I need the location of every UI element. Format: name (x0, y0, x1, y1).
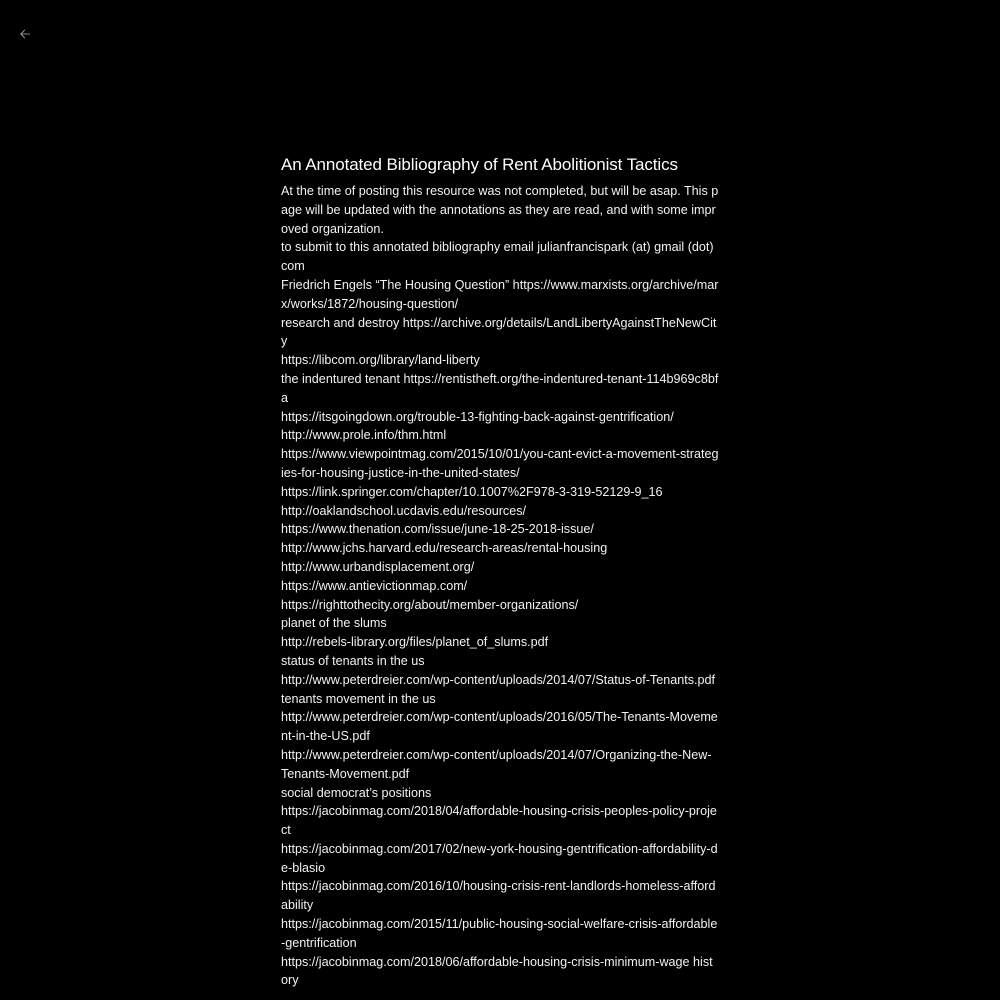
bibliography-link[interactable]: https://libcom.org/library/land-liberty (281, 353, 480, 368)
bibliography-link[interactable]: http://www.urbandisplacement.org/ (281, 559, 475, 574)
bibliography-link[interactable]: https://jacobinmag.com/2015/11/public-housing-social-welfare-crisis-affordable-gentrification (281, 917, 718, 950)
bibliography-text: research and destroy https://archive.org/details/LandLibertyAgainstTheNewCity (281, 315, 717, 349)
bibliography-link[interactable]: https://www.thenation.com/issue/june-18-25-2018-issue/ (281, 522, 594, 537)
bibliography-text: tenants movement in the us (281, 691, 436, 706)
bibliography-link[interactable]: http://www.peterdreier.com/wp-content/uploads/2016/05/The-Tenants-Movement-in-the-US.pdf (281, 710, 718, 744)
article (281, 152, 719, 990)
bibliography-link[interactable]: https://itsgoingdown.org/trouble-13-fighting-back-against-gentrification/ (281, 409, 674, 424)
bibliography-text: planet of the slums (281, 616, 387, 631)
bibliography-link[interactable]: http://rebels-library.org/files/planet_of_slums.pdf (281, 635, 549, 650)
bibliography-link[interactable]: https://www.antievictionmap.com/ (281, 578, 468, 593)
bibliography-link[interactable]: https://righttothecity.org/about/member-organizations/ (281, 597, 579, 612)
bibliography-link[interactable]: https://jacobinmag.com/2017/02/new-york-housing-gentrification-affordability-de-blasio (281, 841, 718, 875)
bibliography-text: status of tenants in the us (281, 653, 425, 668)
bibliography-text: At the time of posting this resource was not completed, but will be asap. This page will be updated with the annotations as they are read, and with some improved organization. (281, 184, 719, 236)
bibliography-text: to submit to this annotated bibliography email julianfrancispark (at) gmail (dot) com (281, 240, 714, 274)
bibliography-link[interactable]: https://jacobinmag.com/2016/10/housing-crisis-rent-landlords-homeless-affordability (281, 879, 716, 913)
bibliography-link[interactable]: http://oaklandschool.ucdavis.edu/resources/ (281, 503, 527, 518)
bibliography-link[interactable]: https://jacobinmag.com/2018/06/affordable-housing-crisis-minimum-wage history (281, 954, 713, 988)
article-title: An Annotated Bibliography of Rent Abolitionist Tactics (281, 155, 678, 174)
bibliography-text: Friedrich Engels “The Housing Question” https://www.marxists.org/archive/marx/works/1872/housing-question/ (281, 277, 719, 311)
bibliography-link[interactable]: http://www.peterdreier.com/wp-content/uploads/2014/07/Organizing-the-New-Tenants-Movement.pdf (281, 747, 712, 781)
bibliography-text: social democrat’s positions (281, 785, 432, 800)
bibliography-link[interactable]: http://www.prole.info/thm.html (281, 428, 447, 443)
bibliography-link[interactable]: https://jacobinmag.com/2018/04/affordable-housing-crisis-peoples-policy-project (281, 804, 717, 838)
bibliography-link[interactable]: http://www.peterdreier.com/wp-content/uploads/2014/07/Status-of-Tenants.pdf (281, 672, 716, 687)
bibliography-link[interactable]: http://www.jchs.harvard.edu/research-areas/rental-housing (281, 541, 608, 556)
bibliography-link[interactable]: https://www.viewpointmag.com/2015/10/01/you-cant-evict-a-movement-strategies-for-housing-justice-in-the-united-states/ (281, 447, 719, 480)
bibliography-text: the indentured tenant https://rentistheft.org/the-indentured-tenant-114b969c8bfa (281, 371, 719, 405)
back-button[interactable] (17, 26, 33, 42)
bibliography-link[interactable]: https://link.springer.com/chapter/10.1007%2F978-3-319-52129-9_16 (281, 484, 663, 499)
arrow-left-icon (19, 28, 31, 40)
article-body (281, 182, 719, 990)
